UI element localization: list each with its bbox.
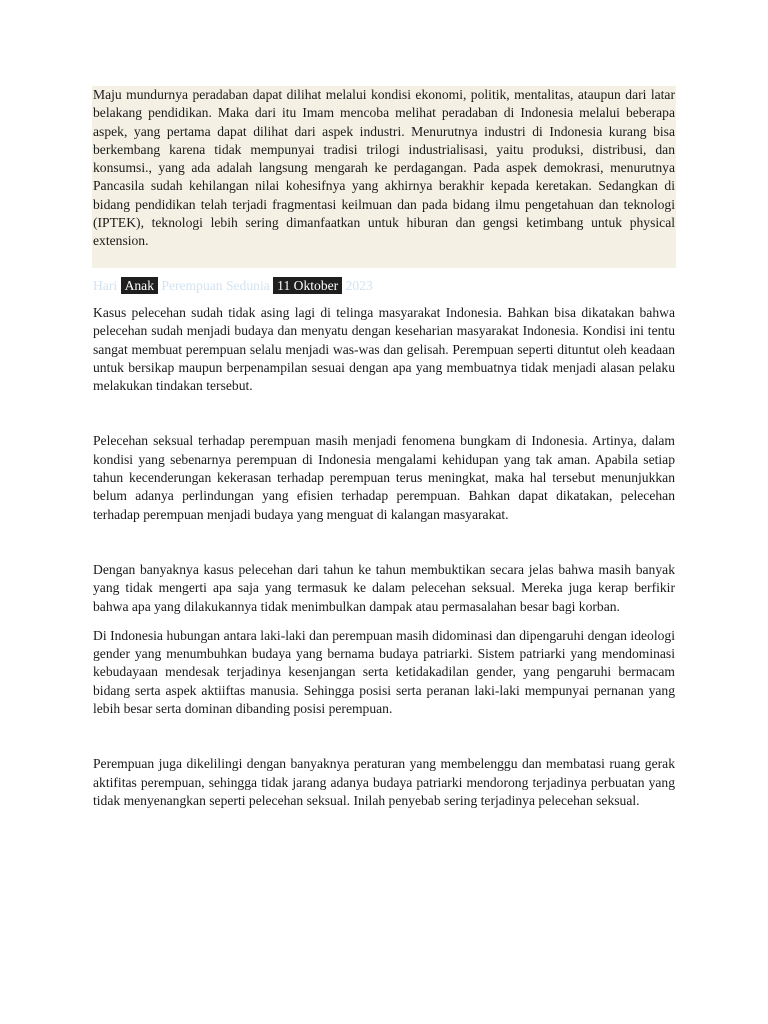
date-line-highlight-date: 11 Oktober [273, 277, 342, 294]
paragraph-peraturan: Perempuan juga dikelilingi dengan banyaknya peraturan yang membelenggu dan membatasi ruang gerak aktifitas perempuan, sehingga tidak jarang adanya budaya patriarki mendorong terjadinya perbuatan yang tidak menyenangkan seperti pelecehan seksual. Inilah penyebab sering terjadinya pelecehan seksual. [93, 756, 675, 808]
date-line-year: 2023 [342, 278, 373, 293]
paragraph-peradaban: Maju mundurnya peradaban dapat dilihat melalui kondisi ekonomi, politik, mentalitas, ataupun dari latar belakang pendidikan. Maka dari itu Imam mencoba melihat peradaban di Indonesia melalui beberapa aspek, yang pertama dapat dilihat dari aspek industri. Menurutnya industri di Indonesia kurang bisa berkembang karena tidak mempunyai tradisi trilogi industrialisasi, yaitu produksi, distribusi, dan konsumsi., yang ada adalah langsung mengarah ke perdagangan. Pada aspek demokrasi, menurutnya Pancasila sudah kehilangan nilai kohesifnya yang akhirnya berakhir kepada keretakan. Sedangkan di bidang pendidikan telah terjadi fragmentasi keilmuan dan pada bidang ilmu pengetahuan dan teknologi (IPTEK), teknologi lebih sering dimanfaatkan untuk hiburan dan gengsi ketimbang untuk physical extension. [93, 87, 675, 249]
date-line-part-3: Perempuan Sedunia [158, 278, 274, 293]
date-line-highlight-anak: Anak [121, 277, 158, 294]
paragraph-kasus-pelecehan: Kasus pelecehan sudah tidak asing lagi di telinga masyarakat Indonesia. Bahkan bisa dikatakan bahwa pelecehan sudah menjadi budaya dan menyatu dengan keseharian masyarakat Indonesia. Kondisi ini tentu sangat membuat perempuan selalu menjadi was-was dan gelisah. Perempuan seperti dituntut oleh keadaan untuk bersikap maupun berpenampilan sesuai dengan apa yang membuatnya tidak menjadi alasan pelaku melakukan tindakan tersebut. [93, 305, 675, 394]
date-line-part-1: Hari [93, 278, 121, 293]
highlighted-paragraph-block [92, 86, 676, 268]
paragraph-banyaknya-kasus: Dengan banyaknya kasus pelecehan dari tahun ke tahun membuktikan secara jelas bahwa masih banyak yang tidak mengerti apa saja yang termasuk ke dalam pelecehan seksual. Mereka juga kerap berfikir bahwa apa yang dilakukannya tidak menimbulkan dampak atau permasalahan besar bagi korban. [93, 561, 675, 614]
paragraph-fenomena-bungkam: Pelecehan seksual terhadap perempuan masih menjadi fenomena bungkam di Indonesia. Artinya, dalam kondisi yang sebenarnya perempuan di Indonesia mengalami kehidupan yang tak aman. Apabila setiap tahun kecenderungan kekerasan terhadap perempuan terus meningkat, maka hal tersebut menunjukkan belum adanya perlindungan yang efisien terhadap perempuan. Bahkan dapat dikatakan, pelecehan terhadap perempuan menjadi budaya yang menguat di kalangan masyarakat. [93, 433, 675, 522]
date-line [93, 276, 675, 296]
paragraph-ideologi-gender: Di Indonesia hubungan antara laki-laki dan perempuan masih didominasi dan dipengaruhi dengan ideologi gender yang menumbuhkan budaya yang bernama budaya patriarki. Sistem patriarki yang mendominasi kebudayaan mendesak terjadinya kesenjangan serta ketidakadilan gender, yang pengaruhi bermacam bidang serta aspek aktiiftas manusia. Sehingga posisi serta peranan laki-laki mempunyai pernanan yang lebih besar serta dominan dibanding posisi perempuan. [93, 627, 675, 717]
document-page [93, 86, 675, 810]
